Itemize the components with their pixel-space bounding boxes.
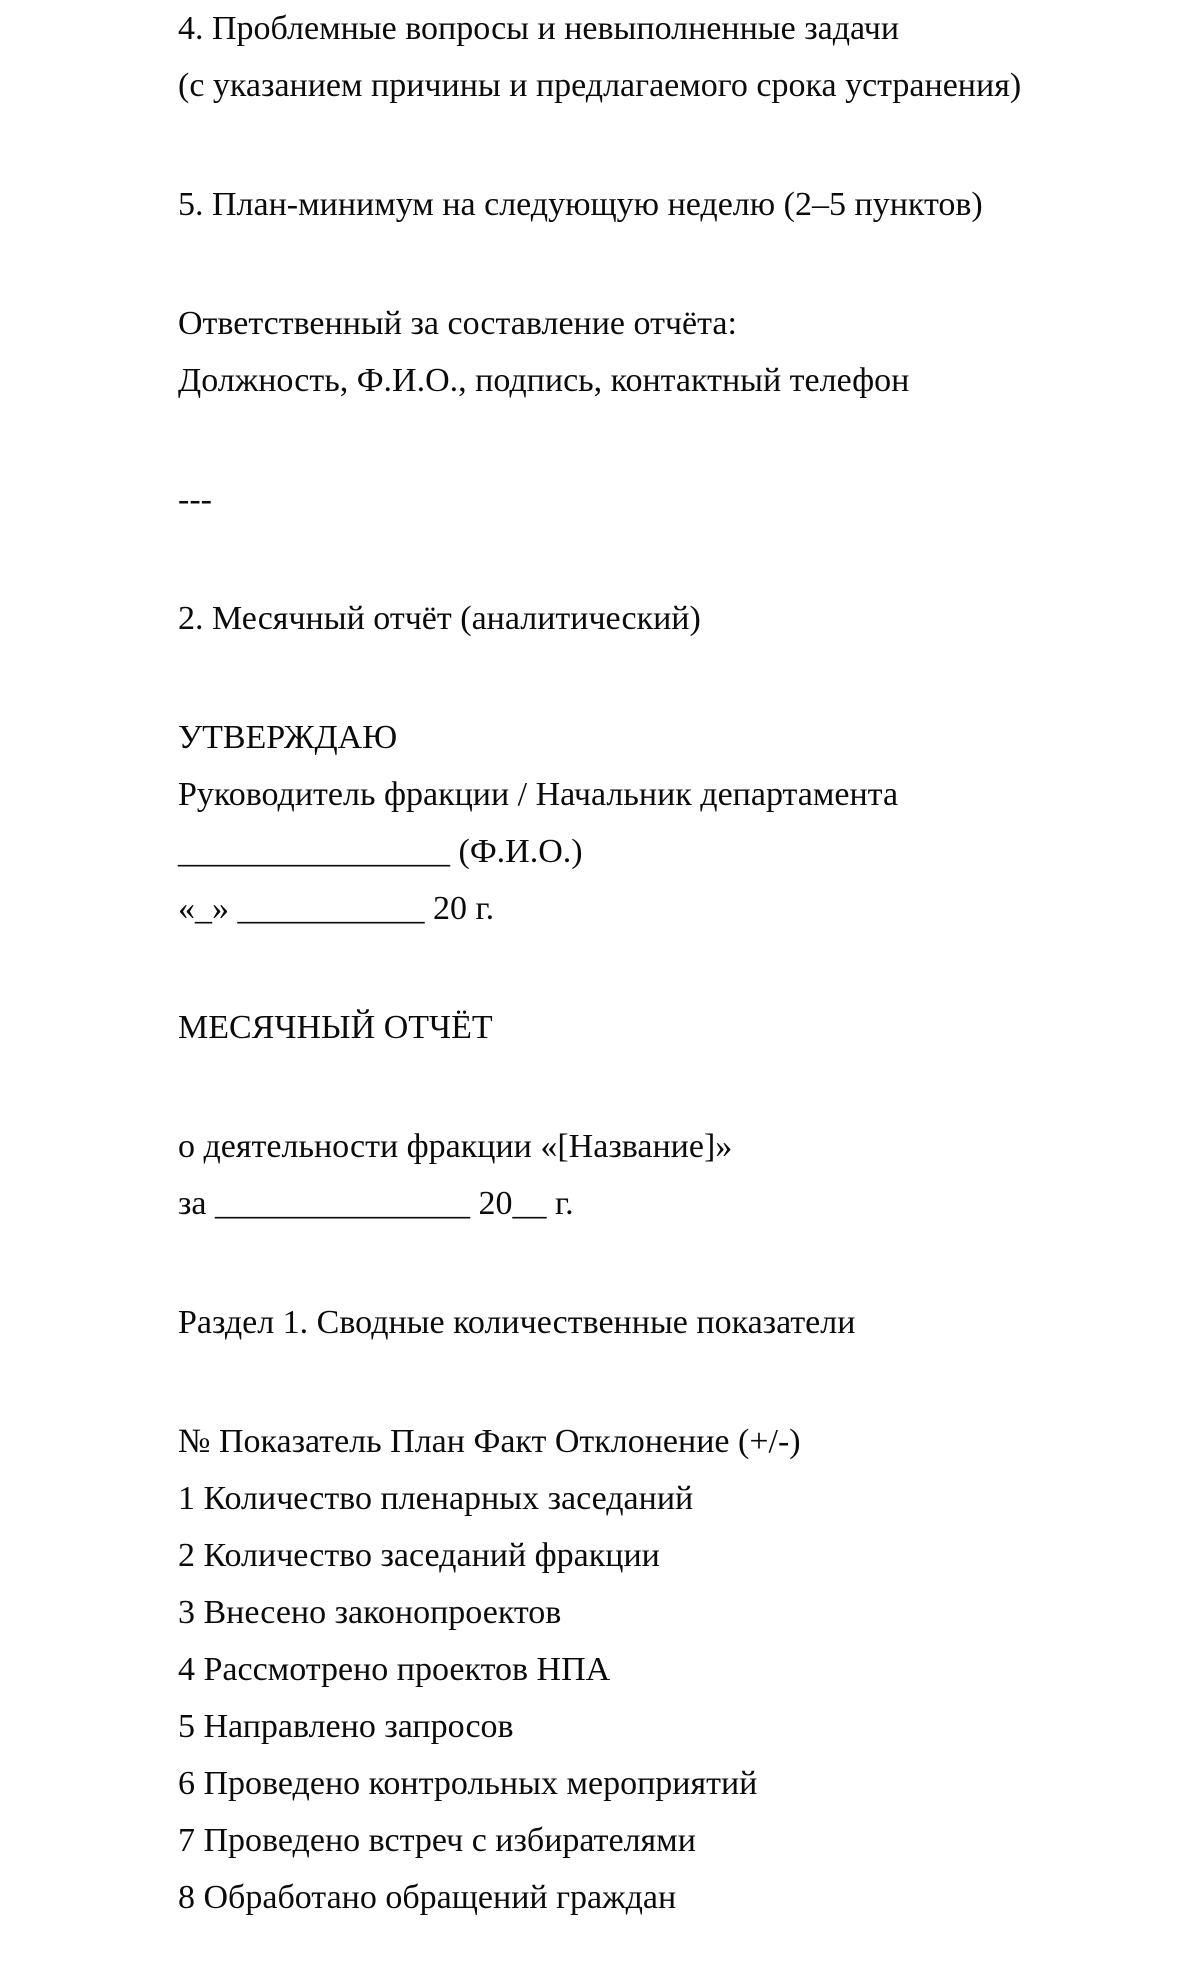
section-1-heading — [178, 1294, 1159, 1351]
text-line: 2. Месячный отчёт (аналитический) — [178, 600, 701, 637]
monthly-report-heading — [178, 590, 1159, 647]
text-line: Ответственный за составление отчёта: — [178, 305, 737, 342]
text-line: 6 Проведено контрольных мероприятий — [178, 1765, 758, 1802]
text-line: --- — [178, 481, 212, 518]
indicators-table — [178, 1413, 1159, 1926]
text-line: МЕСЯЧНЫЙ ОТЧЁТ — [178, 1009, 493, 1046]
text-line: 5. План-минимум на следующую неделю (2–5 пунктов) — [178, 186, 983, 223]
text-line: № Показатель План Факт Отклонение (+/-) — [178, 1423, 801, 1460]
text-line: «_» ___________ 20 г. — [178, 890, 495, 927]
monthly-report-subtitle — [178, 1118, 1159, 1232]
text-line: 8 Обработано обращений граждан — [178, 1879, 677, 1916]
monthly-report-title — [178, 999, 1159, 1056]
report-responsible-block — [178, 295, 1159, 409]
separator — [178, 471, 1159, 528]
text-line: за _______________ 20__ г. — [178, 1185, 574, 1222]
text-line: 1 Количество пленарных заседаний — [178, 1480, 694, 1517]
weekly-report-section-4 — [178, 0, 1159, 114]
approval-block — [178, 709, 1159, 937]
text-line: о деятельности фракции «[Название]» — [178, 1128, 733, 1165]
text-line: Раздел 1. Сводные количественные показатели — [178, 1304, 856, 1341]
text-line: 7 Проведено встреч с избирателями — [178, 1822, 696, 1859]
text-line: Руководитель фракции / Начальник департамента — [178, 776, 899, 813]
text-line: 3 Внесено законопроектов — [178, 1594, 562, 1631]
weekly-report-section-5 — [178, 176, 1159, 233]
text-line: (с указанием причины и предлагаемого срока устранения) — [178, 67, 1022, 104]
text-line: УТВЕРЖДАЮ — [178, 719, 398, 756]
text-line: 2 Количество заседаний фракции — [178, 1537, 660, 1574]
text-line: 5 Направлено запросов — [178, 1708, 514, 1745]
text-line: ________________ (Ф.И.О.) — [178, 833, 583, 870]
text-line: 4 Рассмотрено проектов НПА — [178, 1651, 611, 1688]
text-line: 4. Проблемные вопросы и невыполненные задачи — [178, 10, 900, 47]
text-line: Должность, Ф.И.О., подпись, контактный телефон — [178, 362, 910, 399]
